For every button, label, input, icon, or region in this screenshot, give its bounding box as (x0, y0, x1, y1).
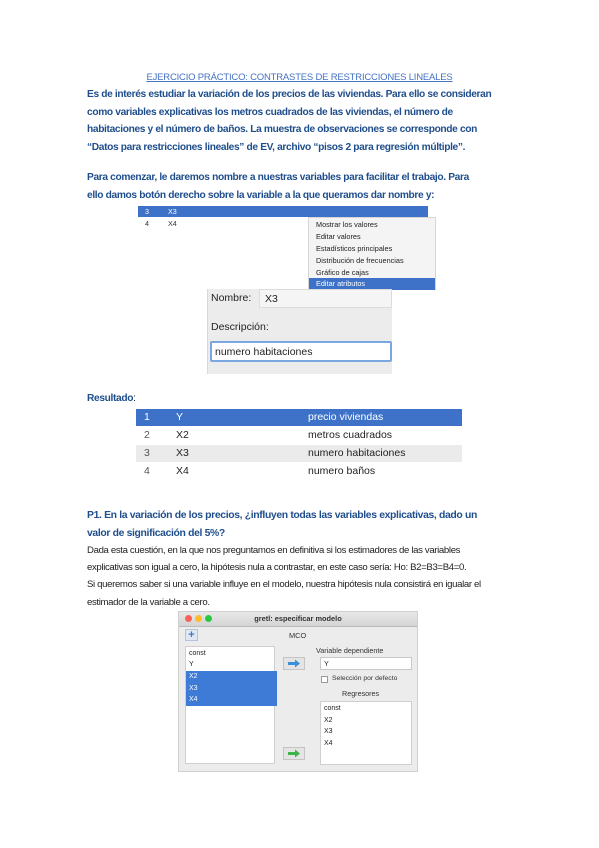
set-dependent-button[interactable] (283, 657, 305, 670)
list-item-selected[interactable]: X2 (186, 671, 277, 683)
menu-item-edit-values[interactable]: Editar valores (316, 232, 361, 241)
list-item-selected[interactable]: X3 (186, 683, 277, 695)
row-name: Y (176, 411, 184, 423)
menu-item-summary-stats[interactable]: Estadísticos principales (316, 244, 393, 253)
row-name: X4 (176, 465, 189, 477)
naming-line: ello damos botón derecho sobre la variable a la que queramos dar nombre y: (87, 189, 435, 201)
intro-paragraph (87, 86, 527, 156)
row-number: 1 (144, 411, 150, 423)
naming-paragraph (87, 169, 527, 204)
dependent-label: Variable dependiente (316, 646, 384, 655)
dependent-field-value: Y (324, 659, 329, 668)
explanation-line: explicativas son igual a cero, la hipótesis nula a contrastar, en este caso sería: Ho: B2=B3=B4=0. (87, 562, 467, 574)
row-number: 2 (144, 429, 150, 441)
explanation-paragraph (87, 542, 537, 611)
intro-line: Es de interés estudiar la variación de los precios de las viviendas. Para ello se consideran (87, 89, 492, 100)
list-item[interactable]: const (189, 650, 206, 657)
table-row[interactable] (136, 445, 462, 462)
menu-item-frequency-dist[interactable]: Distribución de frecuencias (316, 256, 404, 265)
row-description: precio viviendas (308, 411, 384, 423)
description-field-value: numero habitaciones (215, 346, 313, 358)
row-description: numero baños (308, 465, 376, 477)
add-regressors-button[interactable] (283, 747, 305, 760)
list-item[interactable]: X4 (324, 739, 333, 747)
question-line: P1. En la variación de los precios, ¿influyen todas las variables explicativas, dado un (87, 510, 477, 521)
naming-line: Para comenzar, le daremos nombre a nuestras variables para facilitar el trabajo. Para (87, 172, 469, 183)
menu-item-show-values[interactable]: Mostrar los valores (316, 220, 378, 229)
list-item[interactable]: Y (189, 661, 194, 668)
default-selection-label: Selección por defecto (332, 675, 398, 682)
page-title: EJERCICIO PRÁCTICO: CONTRASTES DE RESTRICCIONES LINEALES (146, 72, 453, 83)
variable-list (185, 646, 275, 764)
list-item[interactable]: X2 (324, 716, 333, 724)
variable-row[interactable] (138, 218, 298, 229)
intro-line: “Datos para restricciones lineales” de EV, archivo “pisos 2 para regresión múltiple”. (87, 141, 466, 153)
table-row[interactable] (136, 409, 462, 426)
window-titlebar (179, 612, 417, 627)
menu-item-edit-attributes[interactable]: Editar atributos (309, 278, 435, 290)
name-label: Nombre: (211, 292, 252, 304)
dependent-field[interactable] (320, 657, 412, 670)
gretl-model-window (178, 611, 418, 772)
row-number: 4 (144, 465, 150, 477)
row-name: X2 (176, 429, 189, 441)
row-name: X3 (176, 447, 189, 459)
result-heading-text: Resultado (87, 393, 134, 404)
intro-line: habitaciones y el número de baños. La muestra de observaciones se corresponde con (87, 124, 478, 136)
explanation-line: estimador de la variable a cero. (87, 596, 210, 608)
question-line: valor de significación del 5%? (87, 527, 225, 539)
row-number: 3 (144, 447, 150, 459)
explanation-line: Si queremos saber si una variable influye en el modelo, nuestra hipótesis nula consistirá en igualar el (87, 579, 481, 591)
arrow-right-icon (284, 658, 304, 669)
table-row[interactable] (136, 463, 462, 480)
result-heading (87, 390, 136, 408)
default-selection-checkbox[interactable] (321, 676, 328, 683)
name-field-value: X3 (265, 293, 278, 305)
row-description: metros cuadrados (308, 429, 393, 441)
description-field[interactable] (210, 341, 392, 362)
result-heading-colon: : (133, 393, 136, 404)
edit-attributes-dialog (207, 289, 392, 374)
menu-item-boxplot[interactable]: Gráfico de cajas (316, 268, 369, 277)
row-description: numero habitaciones (308, 447, 406, 459)
row-name: X3 (168, 207, 177, 216)
list-item[interactable]: X3 (324, 728, 333, 735)
row-number: 3 (145, 207, 149, 216)
regressors-label: Regresores (342, 689, 380, 698)
variable-list-screenshot (138, 205, 428, 290)
question-p1 (87, 507, 527, 542)
add-variable-button[interactable]: + (185, 629, 198, 641)
row-name: X4 (168, 219, 177, 228)
arrow-right-icon (284, 748, 304, 759)
selected-variable-row[interactable] (138, 206, 428, 217)
method-label: MCO (289, 631, 307, 640)
list-item-selected[interactable]: X4 (186, 694, 277, 706)
table-row[interactable] (136, 427, 462, 444)
context-menu (308, 217, 436, 290)
name-field[interactable] (259, 289, 392, 308)
regressors-list (320, 701, 412, 765)
description-label: Descripción: (211, 321, 269, 333)
intro-line: como variables explicativas los metros cuadrados de las viviendas, el número de (87, 106, 453, 118)
list-item[interactable]: const (324, 705, 341, 712)
row-number: 4 (145, 219, 149, 228)
explanation-line: Dada esta cuestión, en la que nos preguntamos en definitiva si los estimadores de las variables (87, 545, 461, 556)
window-title: gretl: especificar modelo (254, 614, 342, 623)
